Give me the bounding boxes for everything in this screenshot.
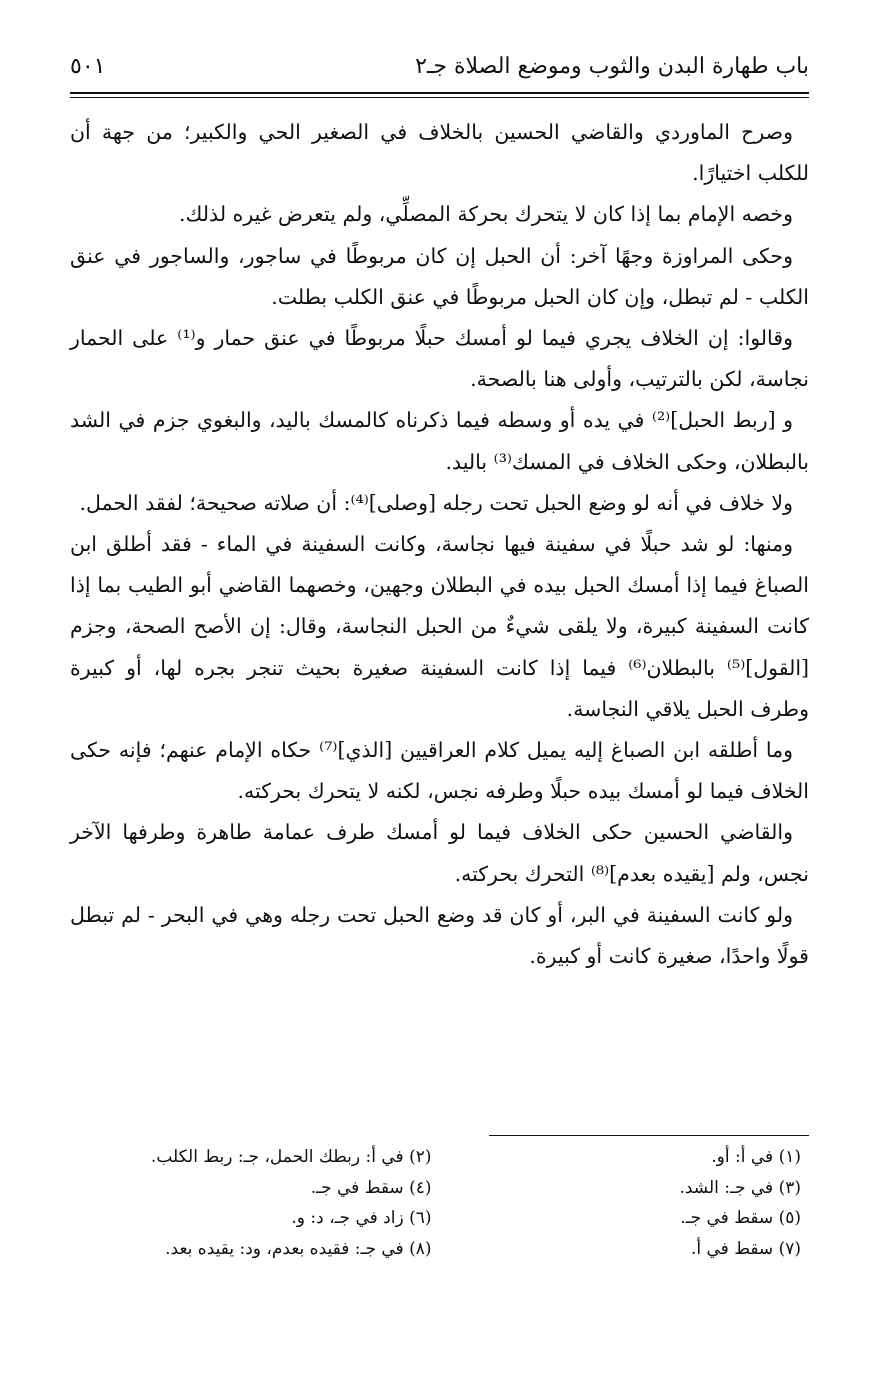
paragraph: ومنها: لو شد حبلًا في سفينة فيها نجاسة، وكانت السفينة في الماء - فقد أطلق ابن الصباغ فيما إذا أمسك الحبل بيده في البطلان وجهين، وخصهما القاضي أبو الطيب بما إذا كانت السفينة كبيرة، ولا يلقى شيءٌ من الحبل النجاسة، وقال: إن الأصح الصحة، وجزم [القول]⁽⁵⁾ بالبطلان⁽⁶⁾ فيما إذا كانت السفينة صغيرة بحيث تنجر بجره لها، أو كبيرة وطرف الحبل يلاقي النجاسة.	[70, 532, 810, 721]
running-title: باب طهارة البدن والثوب وموضع الصلاة جـ٢	[415, 54, 809, 79]
footnote: (٣) في جـ: الشد.	[679, 1177, 801, 1198]
footnote: (١) في أ: أو.	[711, 1147, 801, 1167]
footnote: (٦) زاد في جـ، د: و.	[291, 1208, 432, 1228]
paragraph: وصرح الماوردي والقاضي الحسين بالخلاف في الصغير الحي والكبير؛ من جهة أن للكلب اختيارًا.	[70, 120, 809, 186]
footnote: (٢) في أ: ربطك الحمل، جـ: ربط الكلب.	[150, 1147, 432, 1167]
footnotes	[70, 1142, 809, 1264]
footnote-separator	[489, 1135, 809, 1136]
paragraph: وما أطلقه ابن الصباغ إليه يميل كلام العراقيين [الذي]⁽⁷⁾ حكاه الإمام عنهم؛ فإنه حكى الخلاف فيما لو أمسك بيده حبلًا وطرفه نجس، لكنه لا يتحرك بحركته.	[70, 738, 809, 804]
header-rule	[70, 92, 809, 94]
footnote: (٨) في جـ: فقيده بعدم، ود: يقيده بعد.	[165, 1238, 432, 1259]
paragraph: والقاضي الحسين حكى الخلاف فيما لو أمسك طرف عمامة طاهرة وطرفها الآخر نجس، ولم [يقيده بعدم]⁽⁸⁾ التحرك بحركته.	[70, 820, 809, 886]
main-text	[70, 112, 809, 977]
footnote: (٧) سقط في أ.	[690, 1238, 801, 1259]
paragraph: ولو كانت السفينة في البر، أو كان قد وضع الحبل تحت رجله وهي في البحر - لم تبطل قولًا واحدًا، صغيرة كانت أو كبيرة.	[70, 902, 809, 969]
paragraph: وقالوا: إن الخلاف يجري فيما لو أمسك حبلًا مربوطًا في عنق حمار و⁽¹⁾ على الحمار نجاسة، لكن بالترتيب، وأولى هنا بالصحة.	[70, 326, 809, 392]
header-rule-thin	[70, 97, 809, 98]
footnote: (٥) سقط في جـ.	[680, 1208, 801, 1228]
page-header	[70, 50, 809, 90]
paragraph: وخصه الإمام بما إذا كان لا يتحرك بحركة المصلِّي، ولم يتعرض غيره لذلك.	[179, 202, 793, 227]
paragraph: ولا خلاف في أنه لو وضع الحبل تحت رجله [وصلى]⁽⁴⁾: أن صلاته صحيحة؛ لفقد الحمل.	[79, 490, 793, 515]
paragraph: وحكى المراوزة وجهًا آخر: أن الحبل إن كان مربوطًا في ساجور، والساجور في عنق الكلب - لم تبطل، وإن كان الحبل مربوطًا في عنق الكلب بطلت.	[70, 243, 809, 309]
paragraph: و [ربط الحبل]⁽²⁾ في يده أو وسطه فيما ذكرناه كالمسك باليد، والبغوي جزم في الشد بالبطلان، وحكى الخلاف في المسك⁽³⁾ باليد.	[70, 408, 809, 474]
page-number: ٥٠١	[70, 54, 106, 79]
footnote: (٤) سقط في جـ.	[310, 1177, 432, 1198]
